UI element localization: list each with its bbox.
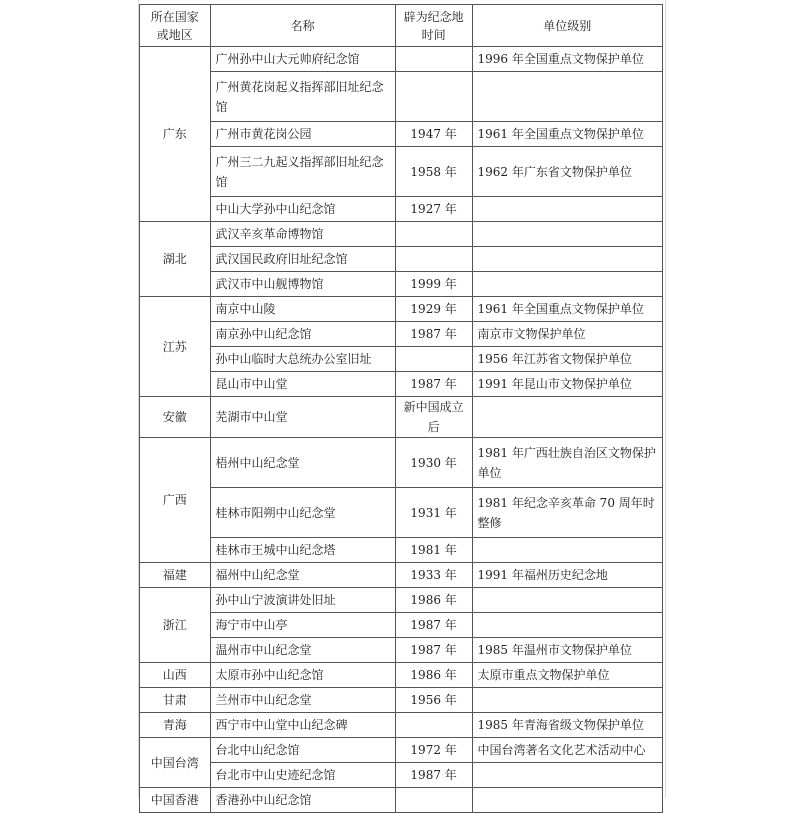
name-cell: 广州孙中山大元帅府纪念馆 (210, 47, 395, 72)
level-cell (472, 397, 662, 438)
level-cell: 1962 年广东省文物保护单位 (472, 147, 662, 197)
level-cell (472, 247, 662, 272)
region-cell: 浙江 (140, 588, 211, 663)
region-cell: 福建 (140, 563, 211, 588)
year-cell (395, 713, 472, 738)
table-row (140, 438, 663, 488)
table-row (140, 397, 663, 438)
level-cell (472, 613, 662, 638)
year-cell: 1987 年 (395, 322, 472, 347)
header-region: 所在国家或地区 (140, 5, 211, 47)
year-cell: 1986 年 (395, 663, 472, 688)
name-cell: 桂林市阳朔中山纪念堂 (210, 488, 395, 538)
level-cell (472, 197, 662, 222)
table-row (140, 122, 663, 147)
table-row (140, 738, 663, 763)
level-cell: 太原市重点文物保护单位 (472, 663, 662, 688)
header-year: 辟为纪念地时间 (395, 5, 472, 47)
year-cell: 1931 年 (395, 488, 472, 538)
level-cell (472, 588, 662, 613)
table-row (140, 638, 663, 663)
year-cell (395, 72, 472, 122)
table-row (140, 563, 663, 588)
name-cell: 孙中山宁波演讲处旧址 (210, 588, 395, 613)
year-cell: 1987 年 (395, 763, 472, 788)
table-row (140, 613, 663, 638)
name-cell: 香港孙中山纪念馆 (210, 788, 395, 813)
region-cell: 中国香港 (140, 788, 211, 813)
table-row (140, 688, 663, 713)
year-cell (395, 247, 472, 272)
table-row (140, 588, 663, 613)
year-cell: 1930 年 (395, 438, 472, 488)
level-cell: 1981 年纪念辛亥革命 70 周年时整修 (472, 488, 662, 538)
level-cell: 1985 年温州市文物保护单位 (472, 638, 662, 663)
level-cell: 1961 年全国重点文物保护单位 (472, 297, 662, 322)
table-row (140, 763, 663, 788)
level-cell: 1981 年广西壮族自治区文物保护单位 (472, 438, 662, 488)
table-row (140, 488, 663, 538)
level-cell: 1961 年全国重点文物保护单位 (472, 122, 662, 147)
year-cell: 1947 年 (395, 122, 472, 147)
level-cell: 1985 年青海省级文物保护单位 (472, 713, 662, 738)
level-cell (472, 538, 662, 563)
level-cell: 1991 年昆山市文物保护单位 (472, 372, 662, 397)
level-cell (472, 688, 662, 713)
document-page (138, 0, 666, 807)
table-row (140, 297, 663, 322)
year-cell: 1981 年 (395, 538, 472, 563)
year-cell: 新中国成立后 (395, 397, 472, 438)
table-row (140, 538, 663, 563)
region-cell: 江苏 (140, 297, 211, 397)
year-cell: 1972 年 (395, 738, 472, 763)
year-cell: 1956 年 (395, 688, 472, 713)
name-cell: 孙中山临时大总统办公室旧址 (210, 347, 395, 372)
name-cell: 温州市中山纪念堂 (210, 638, 395, 663)
name-cell: 武汉国民政府旧址纪念馆 (210, 247, 395, 272)
name-cell: 南京孙中山纪念馆 (210, 322, 395, 347)
name-cell: 广州三二九起义指挥部旧址纪念馆 (210, 147, 395, 197)
level-cell (472, 272, 662, 297)
region-cell: 青海 (140, 713, 211, 738)
year-cell (395, 788, 472, 813)
name-cell: 台北市中山史迹纪念馆 (210, 763, 395, 788)
name-cell: 广州黄花岗起义指挥部旧址纪念馆 (210, 72, 395, 122)
year-cell: 1929 年 (395, 297, 472, 322)
year-cell: 1958 年 (395, 147, 472, 197)
year-cell (395, 222, 472, 247)
name-cell: 武汉市中山舰博物馆 (210, 272, 395, 297)
region-cell: 广东 (140, 47, 211, 222)
year-cell: 1927 年 (395, 197, 472, 222)
name-cell: 南京中山陵 (210, 297, 395, 322)
table-row (140, 47, 663, 72)
table-row (140, 147, 663, 197)
name-cell: 西宁市中山堂中山纪念碑 (210, 713, 395, 738)
name-cell: 海宁市中山亭 (210, 613, 395, 638)
table-row (140, 347, 663, 372)
table-row (140, 222, 663, 247)
name-cell: 桂林市王城中山纪念塔 (210, 538, 395, 563)
memorial-sites-table (139, 4, 663, 813)
year-cell: 1986 年 (395, 588, 472, 613)
level-cell: 1956 年江苏省文物保护单位 (472, 347, 662, 372)
level-cell (472, 222, 662, 247)
name-cell: 太原市孙中山纪念馆 (210, 663, 395, 688)
year-cell: 1987 年 (395, 372, 472, 397)
name-cell: 兰州市中山纪念堂 (210, 688, 395, 713)
region-cell: 安徽 (140, 397, 211, 438)
table-row (140, 272, 663, 297)
year-cell: 1933 年 (395, 563, 472, 588)
year-cell: 1987 年 (395, 638, 472, 663)
year-cell (395, 47, 472, 72)
name-cell: 梧州中山纪念堂 (210, 438, 395, 488)
table-row (140, 247, 663, 272)
name-cell: 中山大学孙中山纪念馆 (210, 197, 395, 222)
region-cell: 广西 (140, 438, 211, 563)
name-cell: 台北中山纪念馆 (210, 738, 395, 763)
name-cell: 武汉辛亥革命博物馆 (210, 222, 395, 247)
table-row (140, 72, 663, 122)
name-cell: 福州中山纪念堂 (210, 563, 395, 588)
table-row (140, 372, 663, 397)
table-row (140, 197, 663, 222)
level-cell (472, 72, 662, 122)
name-cell: 芜湖市中山堂 (210, 397, 395, 438)
level-cell: 1991 年福州历史纪念地 (472, 563, 662, 588)
region-cell: 中国台湾 (140, 738, 211, 788)
level-cell: 南京市文物保护单位 (472, 322, 662, 347)
year-cell: 1999 年 (395, 272, 472, 297)
name-cell: 昆山市中山堂 (210, 372, 395, 397)
region-cell: 甘肃 (140, 688, 211, 713)
table-header-row (140, 5, 663, 47)
header-level: 单位级别 (472, 5, 662, 47)
table-row (140, 788, 663, 813)
table-row (140, 713, 663, 738)
level-cell (472, 763, 662, 788)
header-name: 名称 (210, 5, 395, 47)
name-cell: 广州市黄花岗公园 (210, 122, 395, 147)
level-cell: 中国台湾著名文化艺术活动中心 (472, 738, 662, 763)
year-cell (395, 347, 472, 372)
level-cell: 1996 年全国重点文物保护单位 (472, 47, 662, 72)
year-cell: 1987 年 (395, 613, 472, 638)
table-body (140, 47, 663, 813)
table-row (140, 663, 663, 688)
table-row (140, 322, 663, 347)
region-cell: 湖北 (140, 222, 211, 297)
level-cell (472, 788, 662, 813)
region-cell: 山西 (140, 663, 211, 688)
